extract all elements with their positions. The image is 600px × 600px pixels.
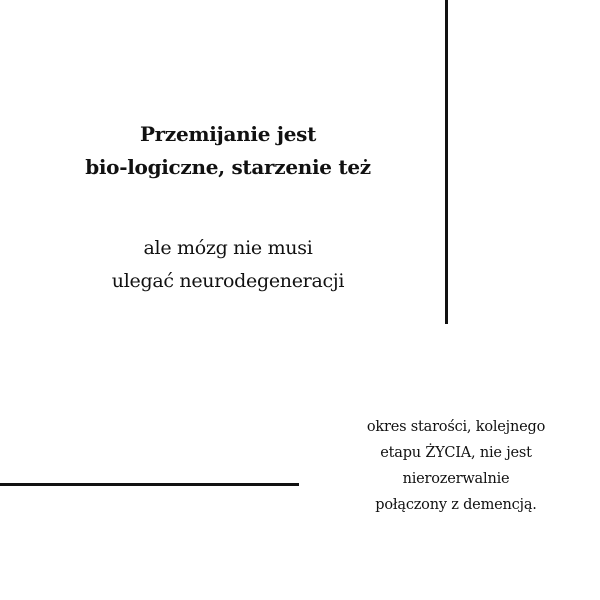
headline — [40, 118, 416, 184]
subheadline-line-1: ale mózg nie musi — [143, 237, 313, 259]
note-line-2: etapu ŻYCIA, nie jest — [380, 445, 532, 461]
headline-line-2: bio-logiczne, starzenie też — [85, 155, 371, 179]
subheadline — [40, 232, 416, 298]
headline-line-1: Przemijanie jest — [139, 122, 317, 146]
subheadline-line-2: ulegać neurodegeneracji — [111, 270, 345, 292]
note-text — [320, 414, 592, 518]
note-line-4: połączony z demencją. — [375, 497, 537, 513]
note-line-1: okres starości, kolejnego — [366, 419, 546, 435]
decorative-vertical-line — [445, 0, 448, 324]
note-line-3: nierozerwalnie — [402, 471, 510, 487]
decorative-horizontal-line — [0, 483, 299, 486]
